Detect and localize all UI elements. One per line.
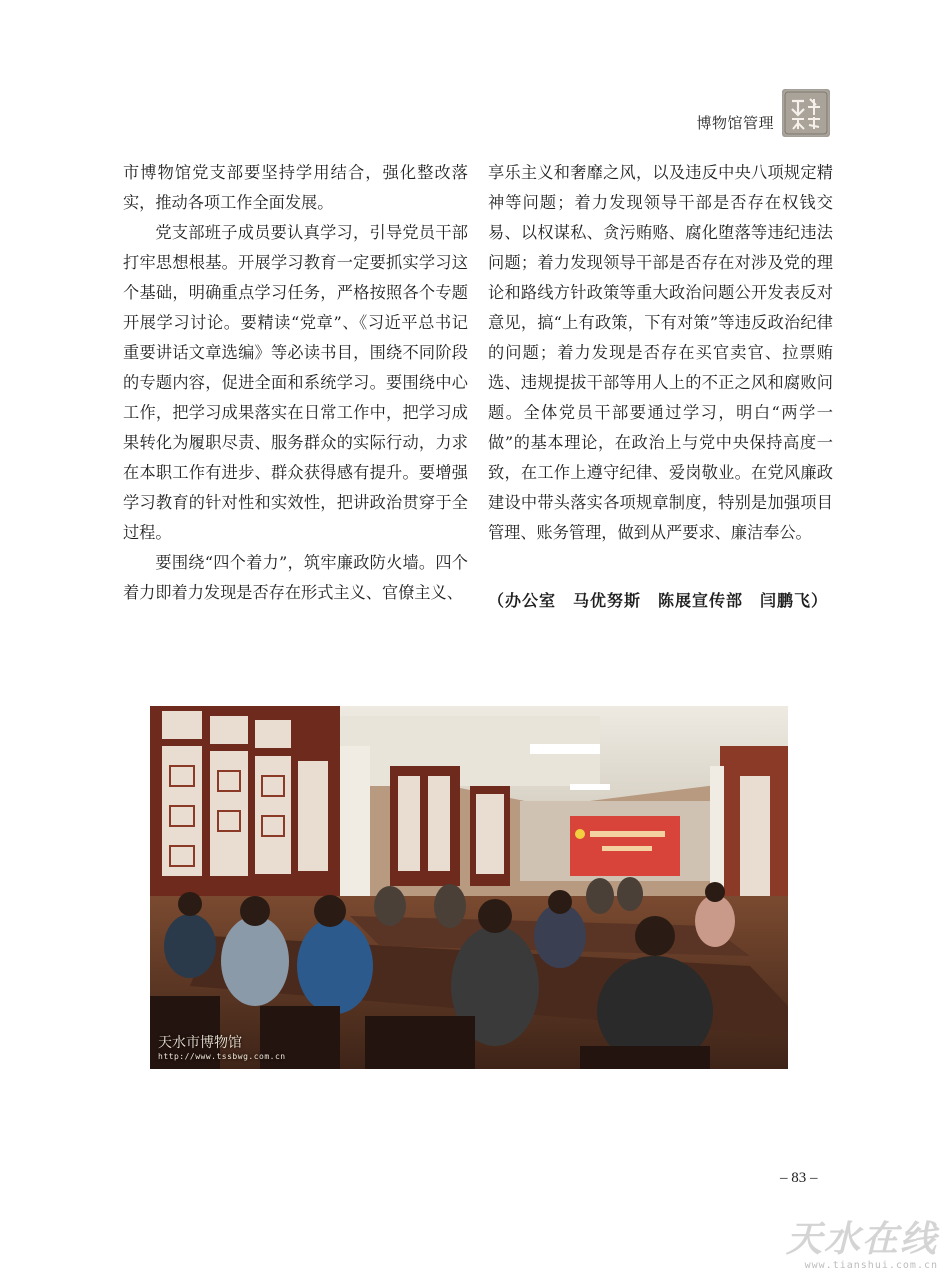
- paragraph: 要围绕“四个着力”，筑牢廉政防火墙。四个着力即着力发现是否存在形式主义、官僚主义、: [123, 553, 468, 602]
- museum-logo: [782, 89, 830, 137]
- paragraph: 享乐主义和奢靡之风，以及违反中央八项规定精神等问题；着力发现领导干部是否存在权钱交易、以权谋私、贪污贿赂、腐化堕落等违纪违法问题；着力发现领导干部是否存在对涉及党的理论和路线方针政策等重大政治问题公开发表反对意见，搞“上有政策，下有对策”等违反政治纪律的问题；着力发现是否存在买官卖官、拉票贿选、违规提拔干部等用人上的不正之风和腐败问题。全体党员干部要通过学习，明白“两学一做”的基本理论，在政治上与党中央保持高度一致，在工作上遵守纪律、爱岗敬业。在党风廉政建设中带头落实各项规章制度，特别是加强项目管理、账务管理，做到从严要求、廉洁奉公。: [488, 163, 833, 542]
- meeting-room-image: [150, 706, 788, 1069]
- site-watermark-url: www.tianshui.com.cn: [804, 1260, 938, 1271]
- page-header: [620, 88, 830, 138]
- photo-watermark-text: 天水市博物馆: [158, 1035, 242, 1051]
- right-text-column: [488, 158, 833, 548]
- meeting-photo: [150, 706, 788, 1069]
- logo-seal-icon: [784, 91, 828, 135]
- photo-watermark: [158, 1032, 286, 1061]
- author-byline: （办公室 马优努斯 陈展宣传部 闫鹏飞）: [488, 591, 829, 610]
- site-watermark-text: 天水在线: [785, 1219, 938, 1260]
- section-title: 博物馆管理: [696, 113, 774, 132]
- paragraph: 党支部班子成员要认真学习，引导党员干部打牢思想根基。开展学习教育一定要抓实学习这个基础，明确重点学习任务，严格按照各个专题开展学习讨论。要精读“党章”、《习近平总书记重要讲话文章选编》等必读书目，围绕不同阶段的专题内容，促进全面和系统学习。要围绕中心工作，把学习成果落实在日常工作中，把学习成果转化为履职尽责、服务群众的实际行动，力求在本职工作有进步、群众获得感有提升。要增强学习教育的针对性和实效性，把讲政治贯穿于全过程。: [123, 223, 468, 542]
- photo-watermark-url: http://www.tssbwg.com.cn: [158, 1052, 286, 1061]
- left-text-column: [123, 158, 468, 608]
- paragraph: 市博物馆党支部要坚持学用结合，强化整改落实，推动各项工作全面发展。: [123, 163, 468, 212]
- page-number: – 83 –: [780, 1170, 818, 1186]
- site-watermark: [786, 1220, 938, 1271]
